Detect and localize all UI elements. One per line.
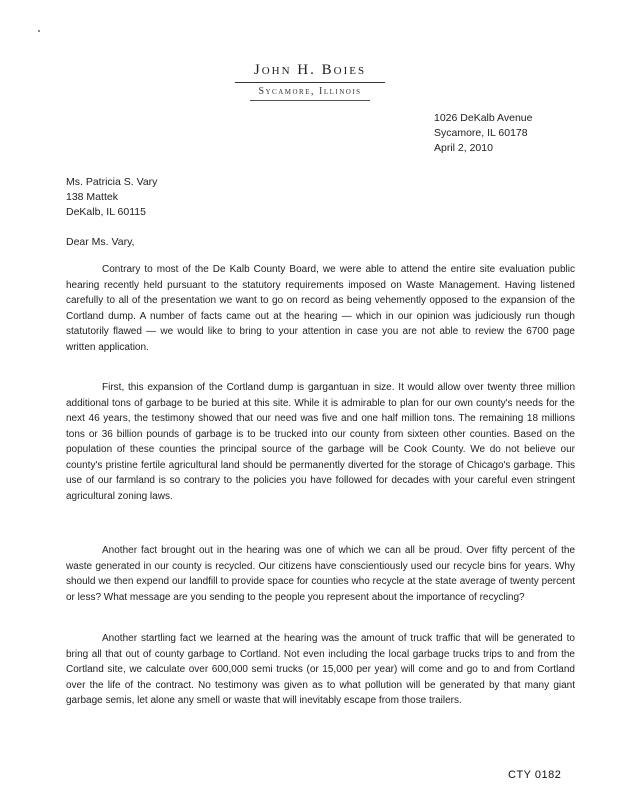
- sender-street: 1026 DeKalb Avenue: [434, 112, 533, 124]
- body-paragraph-1: [66, 262, 575, 355]
- paragraph-text: Contrary to most of the De Kalb County Board, we were able to attend the entire site evaluation public hearing recently held pursuant to the statutory requirements imposed on Waste Management. Having listened carefully to all of the presentation we want to go on record as being vehemently opposed to the expansion of the Cortland dump. A number of facts came out at the hearing — which in our opinion was judiciously run though statutorily flawed — we would like to bring to your attention in case you are not able to review the 6700 page written application.: [66, 264, 575, 353]
- body-paragraph-3: [66, 543, 575, 605]
- paragraph-text: Another fact brought out in the hearing was one of which we can all be proud. Over fifty percent of the waste generated in our county is recycled. Our citizens have conscientiously used our recycle bins for years. Why should we then expend our landfill to provide space for counties who recycle at the state average of twenty percent or less? What message are you sending to the people you represent about the importance of recycling?: [66, 545, 575, 603]
- salutation: Dear Ms. Vary,: [66, 236, 135, 248]
- recipient-name: Ms. Patricia S. Vary: [66, 176, 158, 188]
- recipient-street: 138 Mattek: [66, 191, 118, 203]
- letterhead-underline: [250, 100, 370, 101]
- letter-date: April 2, 2010: [434, 142, 493, 154]
- paragraph-text: Another startling fact we learned at the hearing was the amount of truck traffic that will be generated to bring all that out of county garbage to Cortland. Not even including the local garbage trucks trips to and from the Cortland site, we calculate over 600,000 semi trucks (or 15,000 per year) will come and go to and from Cortland over the life of the contract. No testimony was given as to what pollution will be generated by that many giant garbage semis, let alone any smell or waste that will inevitably escape from those trailers.: [66, 633, 575, 706]
- letterhead: [180, 62, 440, 101]
- sender-city-state-zip: Sycamore, IL 60178: [434, 127, 528, 139]
- scan-speck: [38, 30, 40, 32]
- recipient-address: [66, 175, 157, 220]
- letterhead-name: John H. Boies: [253, 62, 367, 78]
- letterhead-divider: [235, 82, 385, 83]
- paragraph-text: First, this expansion of the Cortland dump is gargantuan in size. It would allow over twenty three million additional tons of garbage to be buried at this site. While it is admirable to plan for our own county's needs for the next 46 years, the testimony showed that our need was five and one half million tons. The remaining 18 millions tons or 36 billion pounds of garbage is to be trucked into our county from sixteen other counties. Based on the population of these counties the principal source of the garbage will be Cook County. We do not believe our county's pristine fertile agricultural land should be permanently diverted for the storage of Chicago's garbage. This use of our farmland is so contrary to the policies you have followed for decades with your careful even stringent agricultural zoning laws.: [66, 382, 575, 502]
- sender-address: [434, 111, 532, 156]
- letterhead-city: Sycamore, Illinois: [258, 86, 362, 97]
- body-paragraph-2: [66, 380, 575, 504]
- document-reference-number: CTY 0182: [508, 769, 562, 781]
- recipient-city-state-zip: DeKalb, IL 60115: [66, 206, 146, 218]
- body-paragraph-4: [66, 631, 575, 709]
